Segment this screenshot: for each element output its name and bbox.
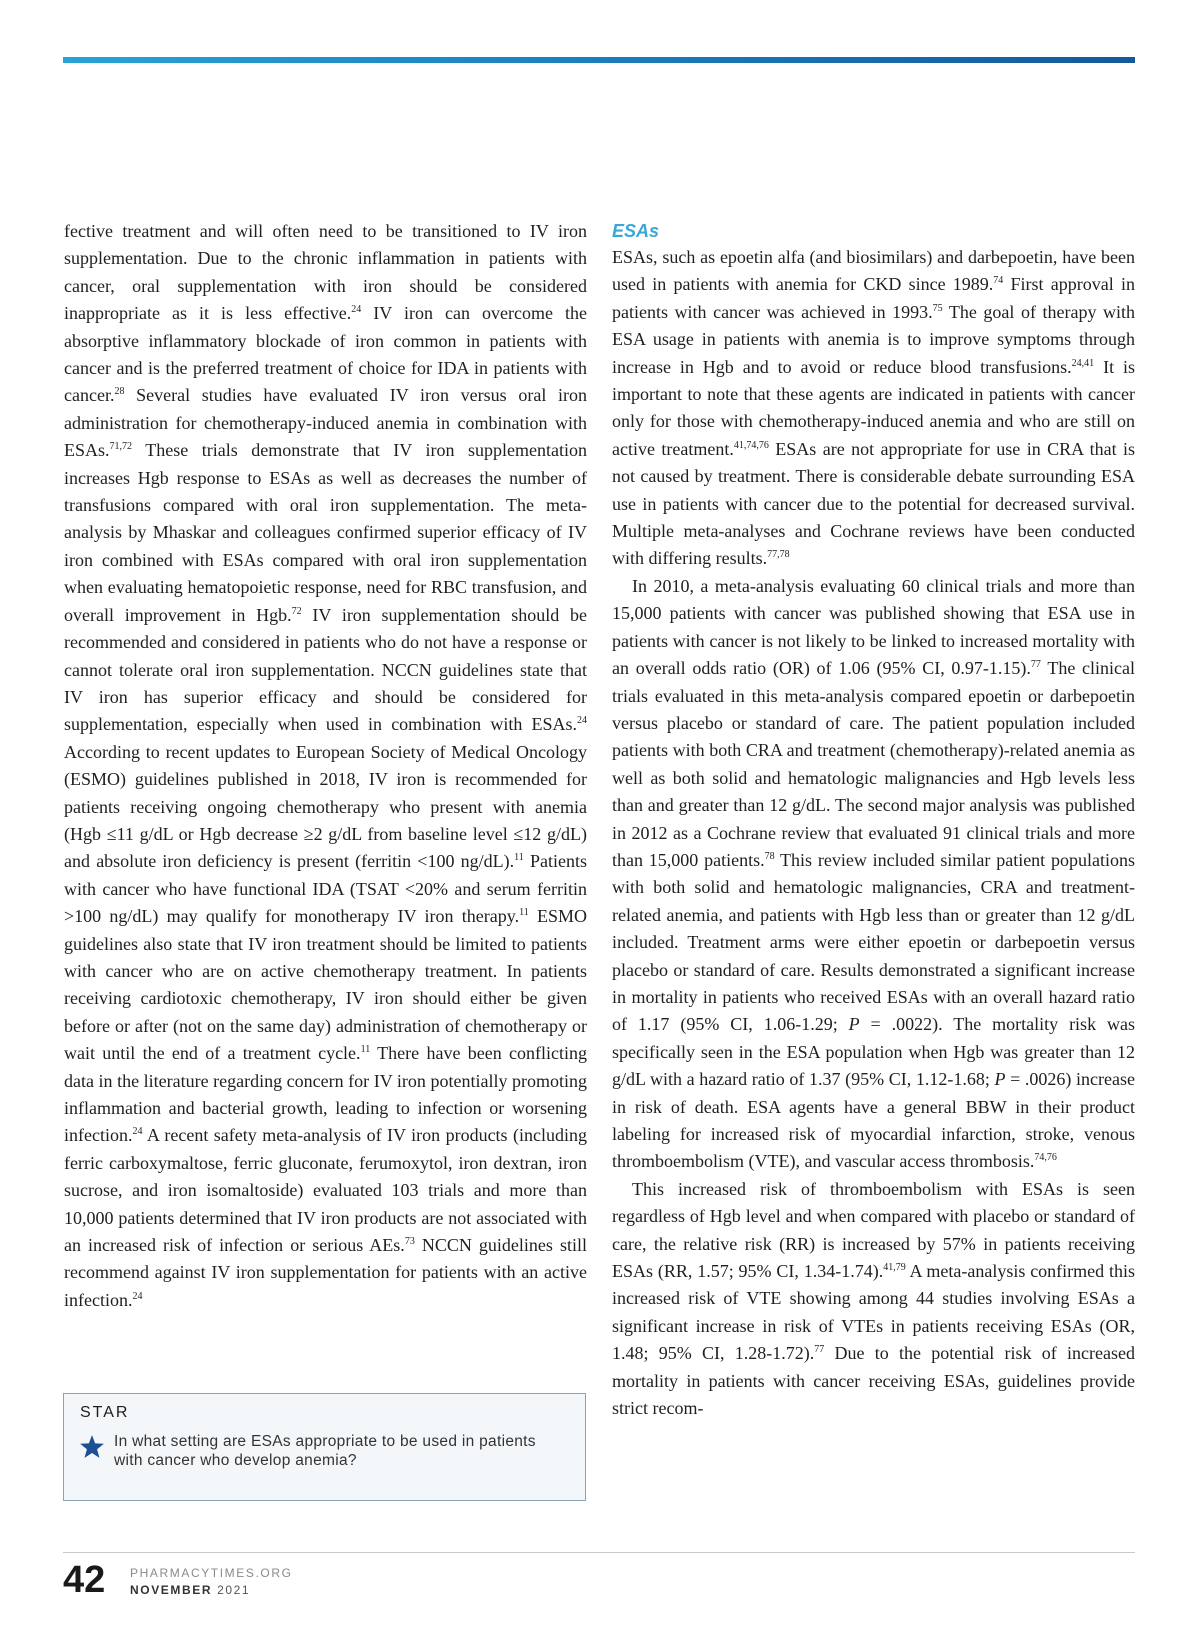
text-run: Due to the potential risk of increased mortality in patients with cancer receiving ESAs, guidelines provide strict recom- [612,1343,1135,1419]
issue-date [130,1583,250,1597]
citation-ref: 11 [360,1044,371,1056]
text-run: In 2010, a meta-analysis evaluating 60 clinical trials and more than 15,000 patients with cancer was published showing that ESA use in patients with cancer is not likely to be linked to increased mortality with an overall odds ratio (OR) of 1.06 (95% CI, 0.97-1.15). [612,575,1135,679]
text-run: IV iron supplementation should be recommended and considered in patients who do not have a response or cannot tolerate oral iron supplementation. NCCN guidelines state that IV iron has superior efficacy and should be considered for supplementation, especially when used in combination with ESAs. [64,604,587,735]
citation-ref: 41,74,76 [733,439,769,451]
text-run: There have been conflicting data in the literature regarding concern for IV iron potentially promoting inflammation and bacterial growth, leading to infection or worsening infection. [64,1043,588,1146]
text-run: Several studies have evaluated IV iron versus oral iron administration for chemotherapy-induced anemia in combination with ESAs. [64,385,587,461]
star-box-title: STAR [80,1404,130,1421]
text-run: NCCN guidelines still recommend against IV iron supplementation for patients with an active infection. [64,1235,587,1310]
text-run: According to recent updates to European Society of Medical Oncology (ESMO) guidelines published in 2018, IV iron is recommended for patients receiving ongoing chemotherapy who present with anemia (Hgb ≤11 g/dL or Hgb decrease ≥2 g/dL from baseline level ≤12 g/dL) and absolute iron deficiency is present (ferritin <100 ng/dL). [64,741,587,872]
text-run: The goal of therapy with ESA usage in patients with anemia is to improve symptoms through increase in Hgb and to avoid or reduce blood transfusions. [612,301,1135,377]
text-run: = .0026) increase in risk of death. ESA agents have a general BBW in their product labeling for increased risk of myocardial infarction, stroke, venous thromboembolism (VTE), and vascular access thrombosis. [612,1069,1135,1172]
text-run: IV iron can overcome the absorptive inflammatory blockade of iron common in patients with cancer and is the preferred treatment of choice for IDA in patients with cancer. [64,303,587,406]
citation-ref: 41,79 [883,1262,906,1274]
text-run: A recent safety meta-analysis of IV iron products (including ferric carboxymaltose, ferric gluconate, ferumoxytol, iron dextran, iron sucrose, and iron isomaltoside) evaluated 103 trials and more than 10,000 patients determined that IV iron products are not associated with an increased risk of infection or serious AEs. [64,1125,587,1256]
text-run: These trials demonstrate that IV iron supplementation increases Hgb response to ESAs as well as decreases the number of transfusions compared with oral iron supplementation. The meta-analysis by Mhaskar and colleagues confirmed superior efficacy of IV iron combined with ESAs compared with oral iron supplementation when evaluating hematopoietic response, need for RBC transfusion, and overall improvement in Hgb. [64,440,587,625]
star-question-box [63,1393,586,1501]
body-paragraph [612,1176,1135,1423]
text-run: fective treatment and will often need to be transitioned to IV iron supplementation. Due to the chronic inflammation in patients with cancer, oral supplementation with iron should be considered inappropriate as it is less effective. [64,221,587,324]
citation-ref: 24 [351,304,362,316]
citation-ref: 28 [114,386,125,398]
footer-divider [63,1552,1135,1553]
publication-site: PHARMACYTIMES.ORG [130,1566,293,1580]
text-run: Patients with cancer who have functional IDA (TSAT <20% and serum ferritin >100 ng/dL) may qualify for monotherapy IV iron therapy. [64,851,587,927]
citation-ref: 24 [132,1290,143,1302]
italic-term: P [848,1014,860,1035]
text-run: The clinical trials evaluated in this meta-analysis compared epoetin or darbepoetin versus placebo or standard of care. The patient population included patients with both CRA and treatment (chemotherapy)-related anemia as well as both solid and hematologic malignancies and Hgb levels less than and greater than 12 g/dL. The second major analysis was published in 2012 as a Cochrane review that evaluated 91 clinical trials and more than 15,000 patients. [612,658,1135,870]
citation-ref: 77 [814,1344,825,1356]
citation-ref: 77,78 [767,549,790,561]
page-number: 42 [63,1559,106,1601]
left-column [64,218,587,1314]
right-column [612,218,1135,1422]
header-accent-bar [63,57,1135,63]
citation-ref: 24 [577,715,587,727]
citation-ref: 11 [519,907,529,919]
body-paragraph [612,244,1135,573]
text-run: A meta-analysis confirmed this increased risk of VTE showing among 44 studies involving ESAs a significant increase in risk of VTEs in patients receiving ESAs (OR, 1.48; 95% CI, 1.28-1.72). [612,1261,1136,1364]
citation-ref: 75 [932,302,943,314]
text-run: It is important to note that these agents are indicated in patients with cancer only for those with chemotherapy-induced anemia and who are still on active treatment. [612,356,1135,459]
citation-ref: 72 [291,605,302,617]
text-run: ESAs, such as epoetin alfa (and biosimilars) and darbepoetin, have been used in patients with anemia for CKD since 1989. [612,247,1135,295]
citation-ref: 77 [1030,659,1041,671]
body-paragraph [612,573,1135,1176]
text-run: = .0022). The mortality risk was specifically seen in the ESA population when Hgb was greater than 12 g/dL with a hazard ratio of 1.37 (95% CI, 1.12-1.68; [612,1014,1135,1090]
text-run: This increased risk of thromboembolism with ESAs is seen regardless of Hgb level and when compared with placebo or standard of care, the relative risk (RR) is increased by 57% in patients receiving ESAs (RR, 1.57; 95% CI, 1.34-1.74). [612,1178,1135,1282]
text-run: First approval in patients with cancer was achieved in 1993. [612,274,1135,322]
citation-ref: 73 [404,1236,415,1248]
star-icon [79,1434,105,1460]
body-paragraph [64,218,587,1314]
citation-ref: 71,72 [109,441,133,453]
citation-ref: 24 [132,1126,143,1138]
citation-ref: 74 [993,275,1004,287]
issue-year: 2021 [217,1583,251,1597]
issue-month: NOVEMBER [130,1583,213,1597]
italic-term: P [994,1069,1006,1090]
citation-ref: 78 [764,850,775,862]
text-run: ESAs are not appropriate for use in CRA that is not caused by treatment. There is considerable debate surrounding ESA use in patients with cancer due to the potential for decreased survival. Multiple meta-analyses and Cochrane reviews have been conducted with differing results. [612,438,1135,569]
text-run: This review included similar patient populations with both solid and hematologic malignancies, CRA and treatment-related anemia, and patients with Hgb less than or greater than 12 g/dL included. Treatment arms were either epoetin or darbepoetin versus placebo or standard of care. Results demonstrated a significant increase in mortality in patients who received ESAs with an overall hazard ratio of 1.17 (95% CI, 1.06-1.29; [612,849,1135,1035]
citation-ref: 24,41 [1071,357,1095,369]
section-heading-esas: ESAs [612,221,660,241]
text-run: ESMO guidelines also state that IV iron treatment should be limited to patients with cancer who are on active chemotherapy treatment. In patients receiving cardiotoxic chemotherapy, IV iron should either be given before or after (not on the same day) administration of chemotherapy or wait until the end of a treatment cycle. [64,906,587,1064]
star-question-text: In what setting are ESAs appropriate to be used in patients with cancer who develop anemia? [114,1433,536,1469]
citation-ref: 74,76 [1034,1152,1057,1164]
citation-ref: 11 [514,852,524,864]
